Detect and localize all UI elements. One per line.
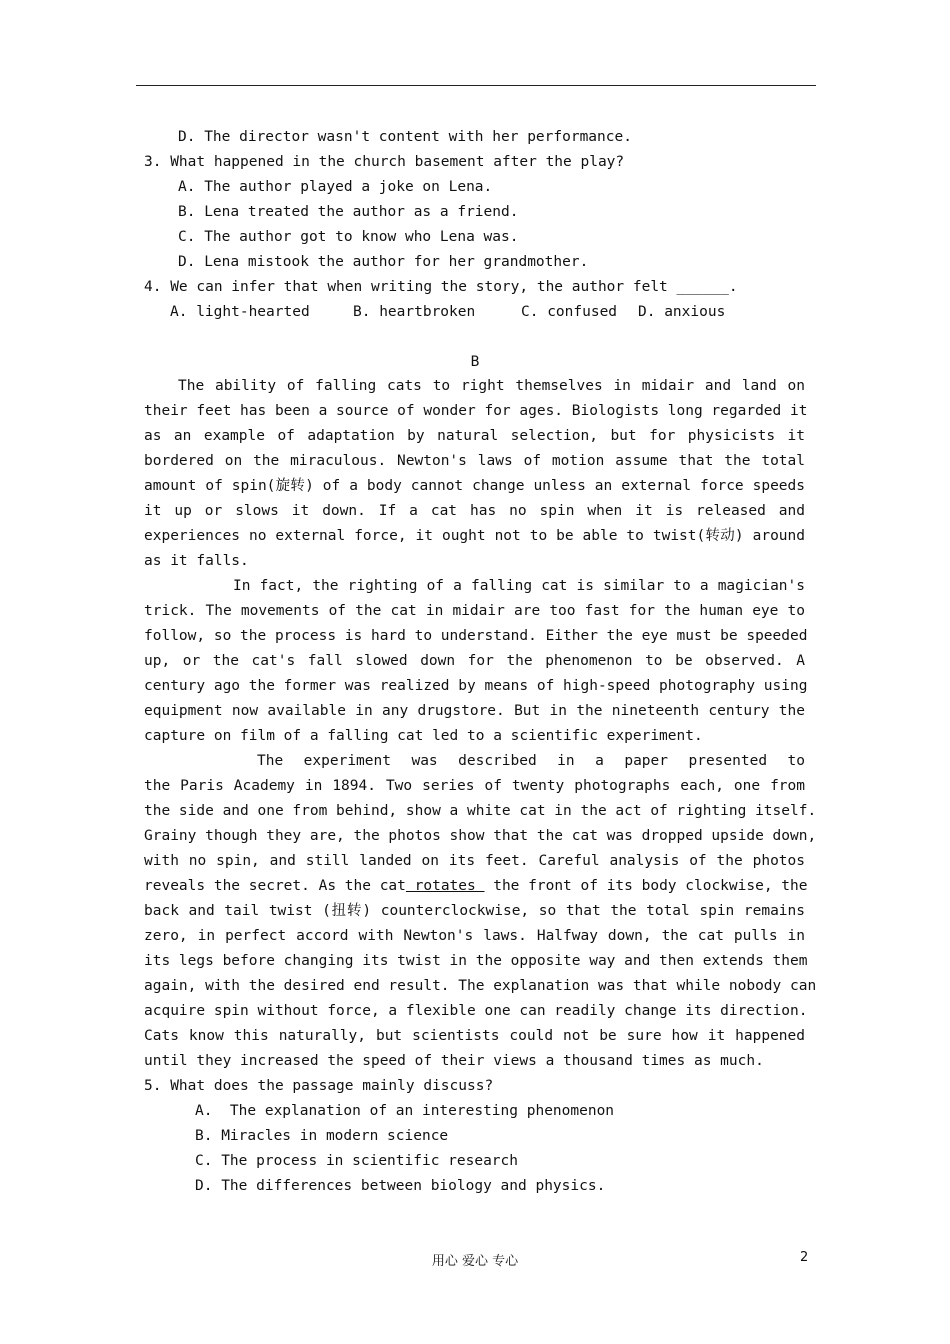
p2-line: equipment now available in any drugstore. But in the nineteenth century the bbox=[144, 703, 805, 719]
p3-line-underlined bbox=[144, 877, 808, 895]
p3-line: the side and one from behind, show a white cat in the act of righting itself. bbox=[144, 803, 817, 819]
p2-line: trick. The movements of the cat in midair are too fast for the human eye to bbox=[144, 603, 805, 619]
q5-option-a: A. The explanation of an interesting phenomenon bbox=[195, 1103, 615, 1119]
p1-line: it up or slows it down. If a cat has no spin when it is released and bbox=[144, 503, 805, 519]
p3-line: Grainy though they are, the photos show that the cat was dropped upside down, bbox=[144, 828, 817, 844]
section-heading: B bbox=[470, 354, 480, 370]
p3-line: again, with the desired end result. The explanation was that while nobody can bbox=[144, 978, 817, 994]
q3-option-d: D. Lena mistook the author for her grandmother. bbox=[178, 254, 589, 270]
p3-line: acquire spin without force, a flexible one can readily change its direction. bbox=[144, 1003, 808, 1019]
q5-question: 5. What does the passage mainly discuss? bbox=[144, 1078, 494, 1094]
q3-option-c: C. The author got to know who Lena was. bbox=[178, 229, 519, 245]
q5-option-d: D. The differences between biology and physics. bbox=[195, 1178, 606, 1194]
q2-option-d: D. The director wasn't content with her performance. bbox=[178, 129, 632, 145]
p2-line: follow, so the process is hard to understand. Either the eye must be speeded bbox=[144, 628, 808, 644]
header-rule bbox=[136, 85, 816, 86]
p3-text-before: reveals the secret. As the cat bbox=[144, 878, 406, 894]
q4-option-a: A. light-hearted bbox=[170, 304, 310, 320]
p2-line: up, or the cat's fall slowed down for the phenomenon to be observed. A bbox=[144, 653, 805, 669]
p1-line: bordered on the miraculous. Newton's laws of motion assume that the total bbox=[144, 453, 805, 469]
page-number: 2 bbox=[800, 1250, 809, 1265]
q5-option-c: C. The process in scientific research bbox=[195, 1153, 519, 1169]
p3-line: its legs before changing its twist in the opposite way and then extends them bbox=[144, 953, 808, 969]
q3-option-b: B. Lena treated the author as a friend. bbox=[178, 204, 519, 220]
p1-line: as an example of adaptation by natural selection, but for physicists it bbox=[144, 428, 805, 444]
p1-line-last: as it falls. bbox=[144, 553, 249, 569]
q4-option-c: C. confused bbox=[521, 304, 618, 320]
q4-option-b: B. heartbroken bbox=[353, 304, 476, 320]
q3-option-a: A. The author played a joke on Lena. bbox=[178, 179, 493, 195]
p1-line: amount of spin(旋转) of a body cannot change unless an external force speeds bbox=[144, 478, 805, 494]
p1-line: their feet has been a source of wonder for ages. Biologists long regarded it bbox=[144, 403, 808, 419]
p3-line-last: until they increased the speed of their views a thousand times as much. bbox=[144, 1053, 764, 1069]
p3-line: the Paris Academy in 1894. Two series of twenty photographs each, one from bbox=[144, 778, 805, 794]
q5-option-b: B. Miracles in modern science bbox=[195, 1128, 449, 1144]
p3-line: The experiment was described in a paper presented to bbox=[257, 753, 805, 769]
p1-line: experiences no external force, it ought not to be able to twist(转动) around bbox=[144, 528, 805, 544]
p3-line: Cats know this naturally, but scientists could not be sure how it happened bbox=[144, 1028, 805, 1044]
p3-text-after: the front of its body clockwise, the bbox=[484, 878, 808, 894]
p3-line: zero, in perfect accord with Newton's laws. Halfway down, the cat pulls in bbox=[144, 928, 805, 944]
p3-line: back and tail twist (扭转) counterclockwise, so that the total spin remains bbox=[144, 903, 805, 919]
p3-line: with no spin, and still landed on its feet. Careful analysis of the photos bbox=[144, 853, 805, 869]
p2-line: In fact, the righting of a falling cat is similar to a magician's bbox=[233, 578, 805, 594]
p1-line: The ability of falling cats to right themselves in midair and land on bbox=[178, 378, 805, 394]
p2-line-last: capture on film of a falling cat led to a scientific experiment. bbox=[144, 728, 703, 744]
q4-question: 4. We can infer that when writing the story, the author felt ______. bbox=[144, 279, 738, 295]
p2-line: century ago the former was realized by means of high-speed photography using bbox=[144, 678, 808, 694]
footer-motto: 用心 爱心 专心 bbox=[431, 1254, 519, 1269]
q3-question: 3. What happened in the church basement after the play? bbox=[144, 154, 625, 170]
underlined-word: rotates bbox=[405, 878, 485, 894]
q4-option-d: D. anxious bbox=[638, 304, 726, 320]
